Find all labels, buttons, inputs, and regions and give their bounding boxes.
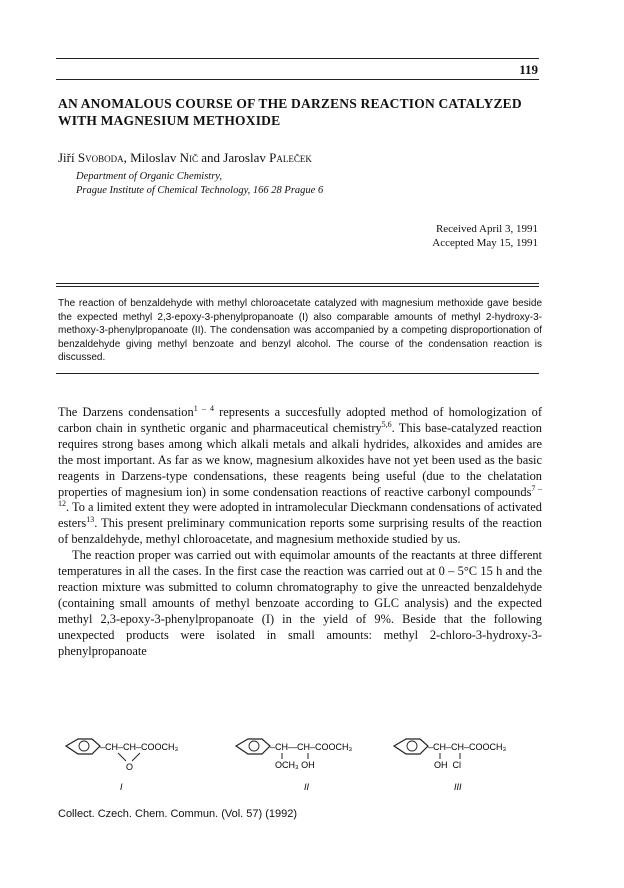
structure-3-chain: –CH–CH–COOCH₃	[428, 742, 507, 752]
citation-4: 13	[86, 515, 95, 525]
header-rule	[56, 79, 539, 80]
p1-text-b: represents a succesfully adopted method of homologization of carbon chain in synthetic organic and pharmaceutical chemistry	[58, 405, 542, 435]
author-2-last: Nič	[179, 150, 198, 165]
abstract-top-rule-2	[56, 286, 539, 287]
paragraph-2: The reaction proper was carried out with equimolar amounts of the reactants at three different temperatures in all the cases. In the first case the reaction was carried out at 0 – 5°C 15 h and the reaction mixture was submitted to column chromatography to give the unreacted benzaldehyde (containing small amounts of methyl benzoate according to GLC analysis) and the expected methyl 2,3-epoxy-3-phenylpropanoate (I) in the yield of 9%. Beside that the following unexpected products were isolated in small amounts: methyl 2-chloro-3-hydroxy-3-phenylpropanoate	[58, 548, 542, 658]
p1-text-e: . This present preliminary communication reports some surprising results of the reaction of benzaldehyde, methyl chloroacetate, and magnesium methoxide studied by us.	[58, 516, 542, 547]
abstract: The reaction of benzaldehyde with methyl chloroacetate catalyzed with magnesium methoxide gave beside the expected methyl 2,3-epoxy-3-phenylpropanoate (I) also comparable amounts of methyl 2-hydroxy-3-methoxy-3-phenylpropanoate (II). The condensation was accompanied by a competing disproportionation of benzaldehyde giving methyl benzoate and benzyl alcohol. The course of the condensation reaction is discussed.	[58, 298, 542, 364]
p1-text-c: . This base-catalyzed reaction requires strong bases among which alkali metals and alkali hydrides, alkoxides and amides are the most important. As far as we know, magnesium alkoxides have not yet been used as the basic reagents in Darzens-type condensations, these reagents being useful (due to the chelatation properties of magnesium ion) in some condensation reactions of reactive carbonyl compounds	[58, 420, 542, 499]
p1-text-d: . To a limited extent they were adopted in intramolecular Dieckmann condensations of activated esters	[58, 500, 542, 531]
structure-1	[66, 739, 179, 792]
top-rule	[56, 58, 539, 59]
p1-text-a: The Darzens condensation	[58, 405, 194, 419]
aromatic-circle-2-icon	[249, 741, 259, 751]
author-1-last: Svoboda	[77, 150, 124, 165]
structure-3	[394, 739, 507, 792]
body-text	[58, 405, 542, 660]
structure-2-subs: OCH₃ OH	[275, 760, 315, 770]
accepted-date: Accepted May 15, 1991	[432, 237, 538, 249]
author-1-first: Jiří	[58, 150, 75, 165]
structure-3-label: III	[454, 782, 462, 792]
aromatic-circle-3-icon	[407, 741, 417, 751]
affiliation-line-1: Department of Organic Chemistry,	[76, 171, 223, 182]
page-number: 119	[519, 62, 538, 77]
affiliation-line-2: Prague Institute of Chemical Technology, 166 28 Prague 6	[76, 185, 324, 196]
abstract-top-rule	[56, 283, 539, 284]
epoxide-bond-left	[118, 753, 126, 761]
structure-2	[236, 739, 353, 792]
structure-2-chain: –CH—CH–COOCH₃	[270, 742, 353, 752]
author-3-last: Paleček	[269, 150, 312, 165]
epoxide-bond-right	[132, 753, 140, 761]
chemical-structures	[56, 726, 546, 796]
author-and: and	[197, 150, 224, 165]
citation-2: 5,6	[381, 419, 392, 429]
structure-1-chain: –CH–CH–COOCH₃	[100, 742, 179, 752]
citation-3: 7 – 12	[58, 483, 542, 509]
structure-1-label: I	[120, 782, 123, 792]
author-3-first: Jaroslav	[223, 150, 266, 165]
author-2-first: Miloslav	[130, 150, 177, 165]
author-sep: ,	[123, 150, 131, 165]
affiliation	[76, 170, 323, 198]
citation-1: 1 – 4	[193, 403, 214, 413]
aromatic-circle-1-icon	[79, 741, 89, 751]
received-date: Received April 3, 1991	[435, 223, 538, 235]
article-title: AN ANOMALOUS COURSE OF THE DARZENS REACTION CATALYZED WITH MAGNESIUM METHOXIDE	[58, 96, 522, 128]
abstract-bottom-rule	[56, 373, 539, 374]
dates-block	[432, 222, 538, 250]
structure-3-subs: OH Cl	[434, 760, 461, 770]
author-list	[58, 150, 312, 166]
paragraph-1	[58, 405, 542, 548]
structure-2-label: II	[304, 782, 310, 792]
journal-footer: Collect. Czech. Chem. Commun. (Vol. 57) (1992)	[58, 808, 298, 820]
structure-1-bridge: O	[126, 762, 134, 772]
